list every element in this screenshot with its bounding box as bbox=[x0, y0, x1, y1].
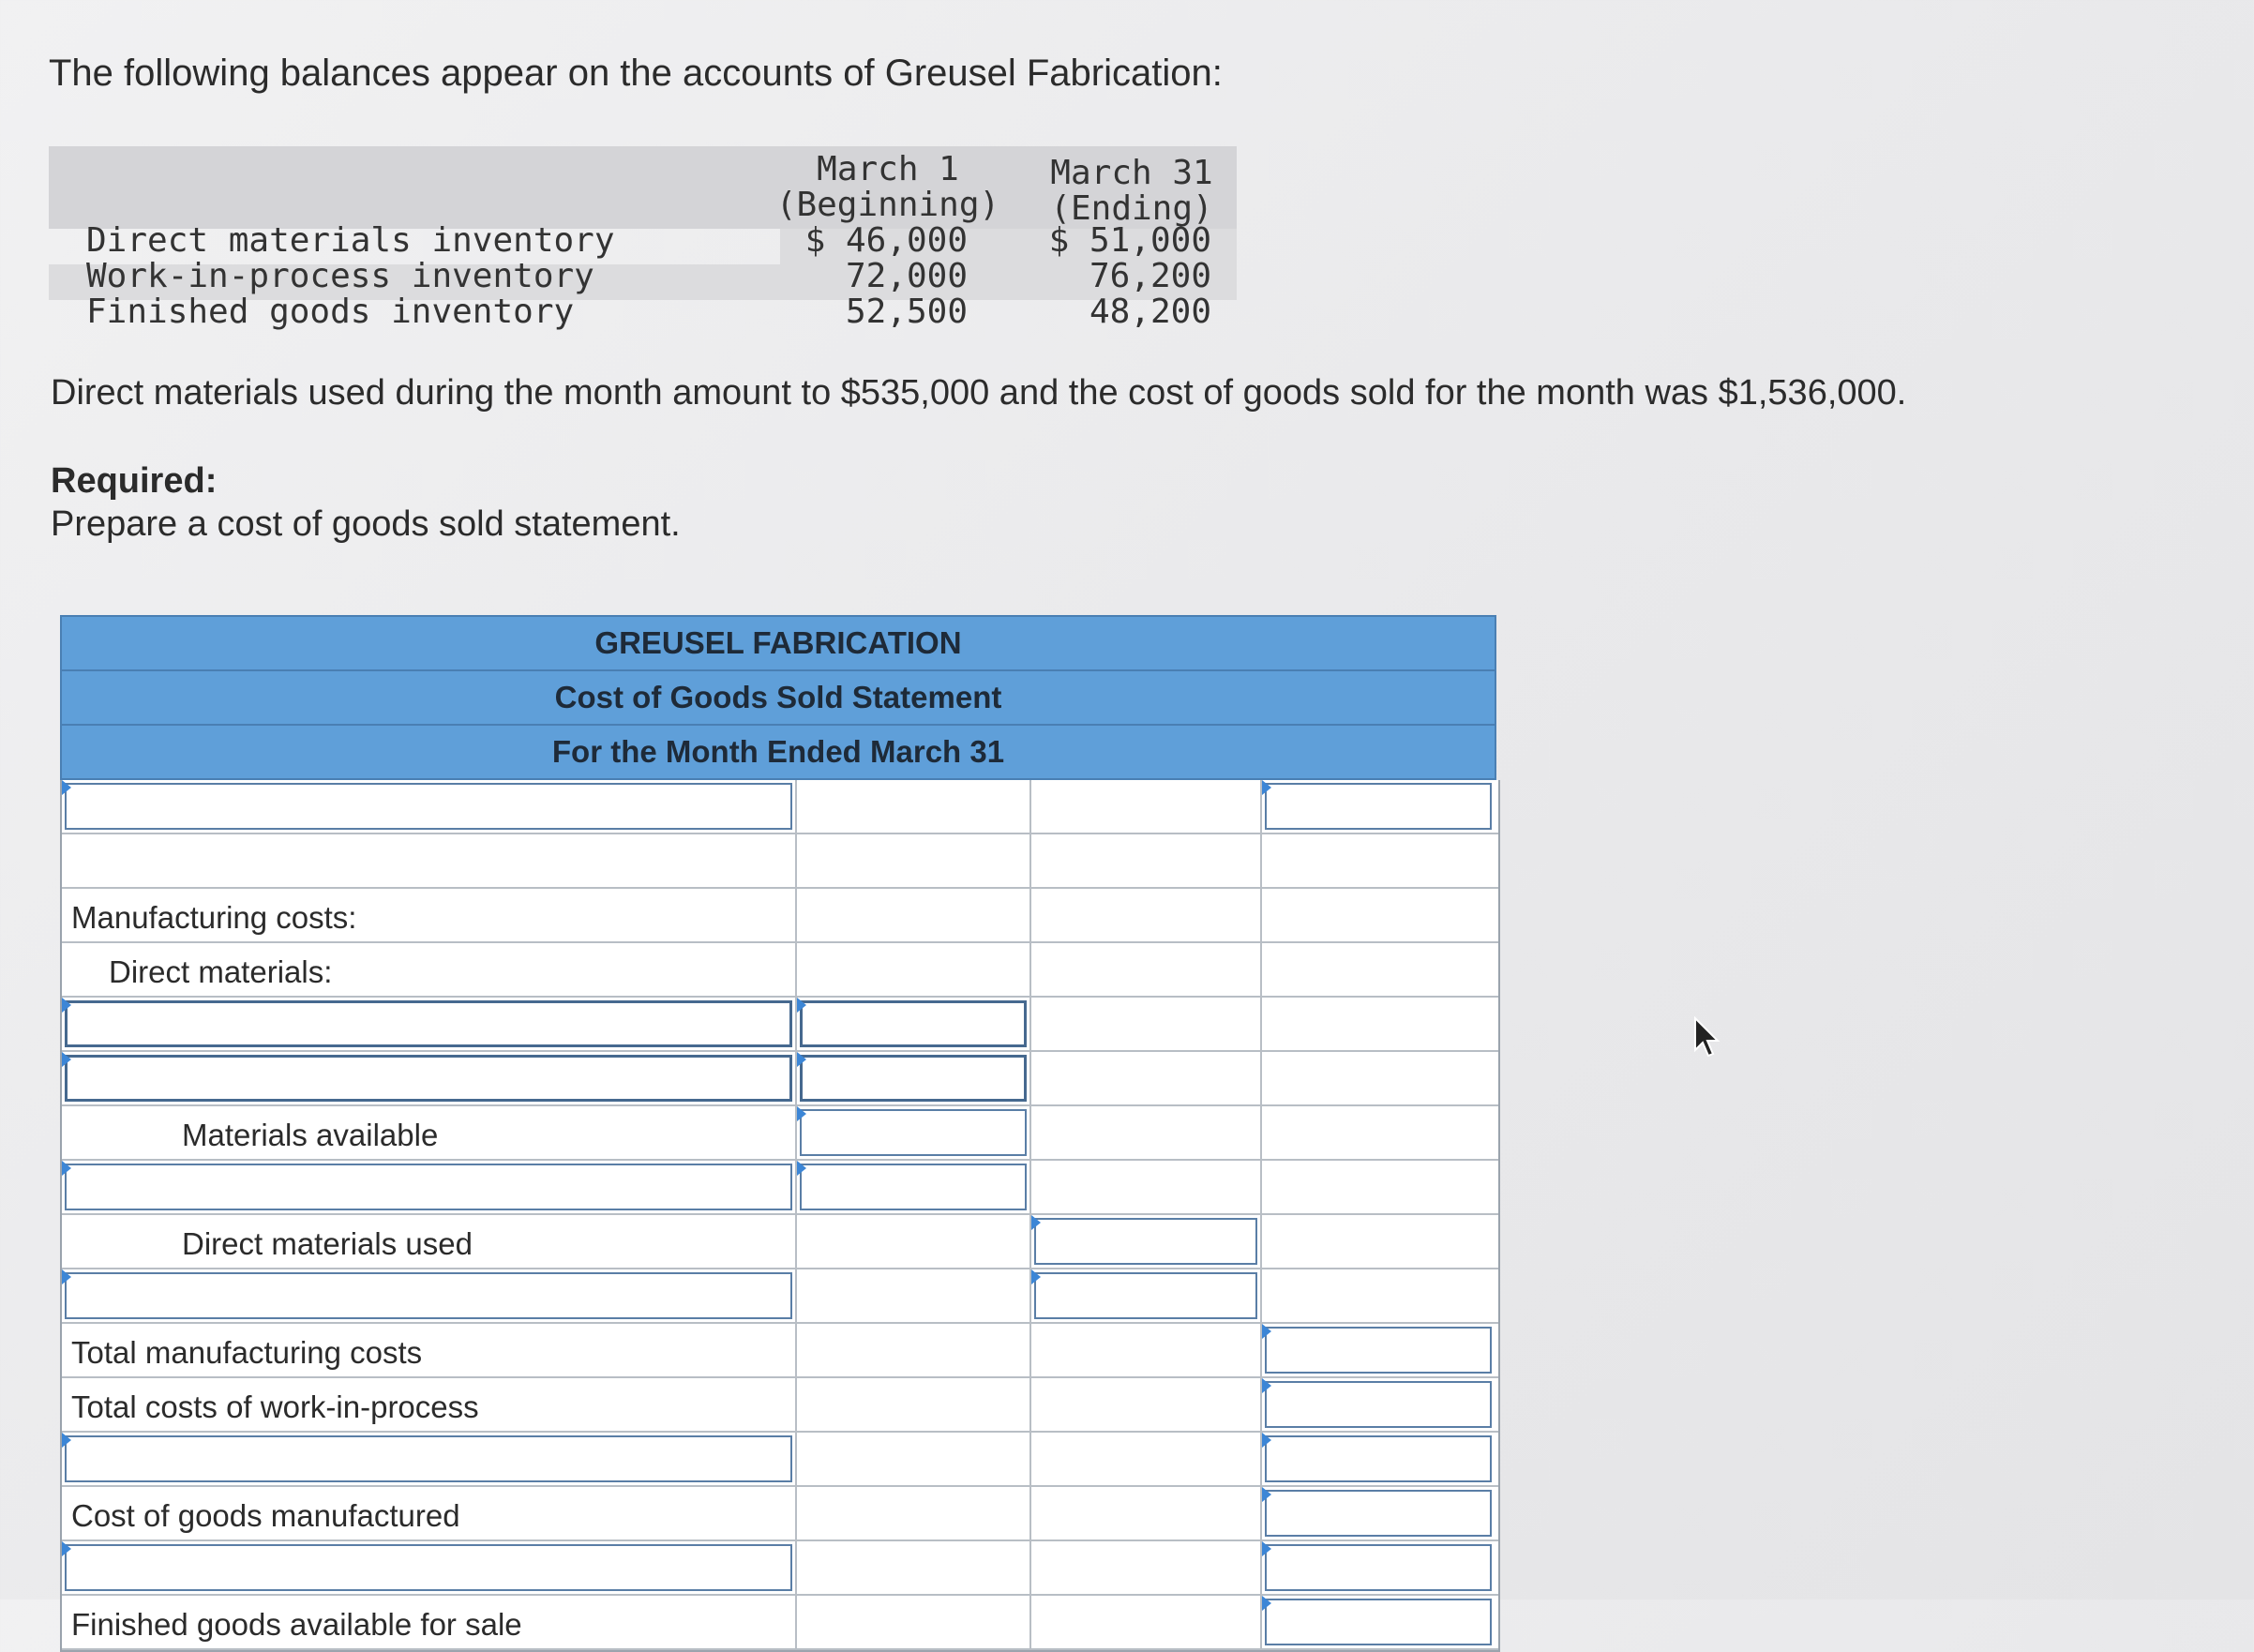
dropdown-marker-icon bbox=[1262, 1433, 1271, 1448]
balance-ending: $ 51,000 bbox=[1048, 221, 1211, 260]
required-title: Required: bbox=[51, 461, 218, 501]
dropdown-marker-icon bbox=[797, 1161, 806, 1176]
dropdown-marker-icon bbox=[62, 780, 71, 795]
col-beginning-line1: March 1 bbox=[817, 150, 959, 188]
direct-materials-label: Direct materials: bbox=[109, 954, 333, 989]
statement-row bbox=[62, 1215, 1498, 1269]
label-input[interactable] bbox=[65, 1055, 792, 1102]
balance-ending: 76,200 bbox=[1089, 257, 1211, 295]
balance-label: Work-in-process inventory bbox=[86, 257, 594, 295]
required-text: Prepare a cost of goods sold statement. bbox=[51, 504, 681, 544]
col-ending-line1: March 31 bbox=[1050, 154, 1213, 192]
dropdown-marker-icon bbox=[1262, 780, 1271, 795]
col-beginning-line2: (Beginning) bbox=[775, 186, 1000, 224]
dropdown-marker-icon bbox=[797, 1106, 806, 1121]
amount-input[interactable] bbox=[1265, 1599, 1492, 1645]
amount-input[interactable] bbox=[1034, 1218, 1257, 1265]
label-input[interactable] bbox=[65, 1164, 792, 1210]
dropdown-marker-icon bbox=[1262, 1596, 1271, 1611]
amount-input[interactable] bbox=[800, 1055, 1027, 1102]
amount-input[interactable] bbox=[1265, 1327, 1492, 1374]
amount-input[interactable] bbox=[800, 1109, 1027, 1156]
statement-row bbox=[62, 780, 1498, 834]
dropdown-marker-icon bbox=[1262, 1541, 1271, 1556]
label-input[interactable] bbox=[65, 1544, 792, 1591]
dropdown-marker-icon bbox=[62, 1269, 71, 1284]
statement-row bbox=[62, 1541, 1498, 1596]
label-input[interactable] bbox=[65, 1000, 792, 1047]
dropdown-marker-icon bbox=[1262, 1378, 1271, 1393]
balance-ending: 48,200 bbox=[1089, 293, 1211, 331]
mouse-pointer-icon bbox=[1693, 1016, 1721, 1059]
statement-row bbox=[62, 834, 1498, 889]
balance-label: Direct materials inventory bbox=[86, 221, 615, 260]
balances-table bbox=[49, 146, 1237, 348]
amount-input[interactable] bbox=[1265, 1381, 1492, 1428]
amount-input[interactable] bbox=[800, 1000, 1027, 1047]
dropdown-marker-icon bbox=[797, 1052, 806, 1067]
balance-row-wip bbox=[49, 257, 1237, 293]
col-ending-line2: (Ending) bbox=[1050, 189, 1213, 228]
dropdown-marker-icon bbox=[1031, 1215, 1041, 1230]
balance-row-finished-goods bbox=[49, 293, 1237, 331]
statement-grid bbox=[60, 780, 1500, 1652]
statement-header bbox=[60, 615, 1496, 780]
finished-goods-available-label: Finished goods available for sale bbox=[71, 1607, 522, 1642]
amount-input[interactable] bbox=[1265, 1490, 1492, 1537]
dropdown-marker-icon bbox=[797, 998, 806, 1013]
cogs-statement bbox=[60, 615, 1496, 1652]
dropdown-marker-icon bbox=[62, 1541, 71, 1556]
statement-period: For the Month Ended March 31 bbox=[551, 734, 1005, 769]
amount-input[interactable] bbox=[1265, 783, 1492, 830]
direct-materials-used-label: Direct materials used bbox=[182, 1226, 473, 1261]
problem-paragraph: Direct materials used during the month amount to $535,000 and the cost of goods sold for the month was $1,536,000. bbox=[51, 373, 1907, 413]
dropdown-marker-icon bbox=[1262, 1487, 1271, 1502]
label-input[interactable] bbox=[65, 1272, 792, 1319]
statement-row bbox=[62, 1433, 1498, 1487]
label-input[interactable] bbox=[65, 783, 792, 830]
statement-row bbox=[62, 1487, 1498, 1541]
manufacturing-costs-label: Manufacturing costs: bbox=[71, 900, 357, 935]
statement-row bbox=[62, 1269, 1498, 1324]
statement-row bbox=[62, 1161, 1498, 1215]
materials-available-label: Materials available bbox=[182, 1118, 439, 1152]
statement-row bbox=[62, 1596, 1498, 1650]
statement-row bbox=[62, 1106, 1498, 1161]
total-manufacturing-costs-label: Total manufacturing costs bbox=[71, 1335, 423, 1370]
statement-company: GREUSEL FABRICATION bbox=[62, 617, 1495, 671]
dropdown-marker-icon bbox=[62, 998, 71, 1013]
statement-row bbox=[62, 943, 1498, 998]
intro-text: The following balances appear on the accounts of Greusel Fabrication: bbox=[49, 53, 1223, 94]
statement-row bbox=[62, 889, 1498, 943]
dropdown-marker-icon bbox=[62, 1161, 71, 1176]
cost-of-goods-manufactured-label: Cost of goods manufactured bbox=[71, 1498, 460, 1533]
amount-input[interactable] bbox=[1034, 1272, 1257, 1319]
balance-beginning: 52,500 bbox=[845, 293, 968, 331]
total-costs-wip-label: Total costs of work-in-process bbox=[71, 1389, 479, 1424]
statement-row bbox=[62, 1378, 1498, 1433]
balance-label: Finished goods inventory bbox=[86, 293, 575, 331]
balance-beginning: $ 46,000 bbox=[804, 221, 968, 260]
amount-input[interactable] bbox=[1265, 1435, 1492, 1482]
balance-row-direct-materials bbox=[49, 221, 1237, 260]
dropdown-marker-icon bbox=[62, 1052, 71, 1067]
dropdown-marker-icon bbox=[1262, 1324, 1271, 1339]
amount-input[interactable] bbox=[1265, 1544, 1492, 1591]
dropdown-marker-icon bbox=[62, 1433, 71, 1448]
statement-title: Cost of Goods Sold Statement bbox=[62, 671, 1495, 726]
label-input[interactable] bbox=[65, 1435, 792, 1482]
statement-row bbox=[62, 1052, 1498, 1106]
statement-row bbox=[62, 1324, 1498, 1378]
balance-beginning: 72,000 bbox=[845, 257, 968, 295]
statement-row bbox=[62, 998, 1498, 1052]
dropdown-marker-icon bbox=[1031, 1269, 1041, 1284]
amount-input[interactable] bbox=[800, 1164, 1027, 1210]
